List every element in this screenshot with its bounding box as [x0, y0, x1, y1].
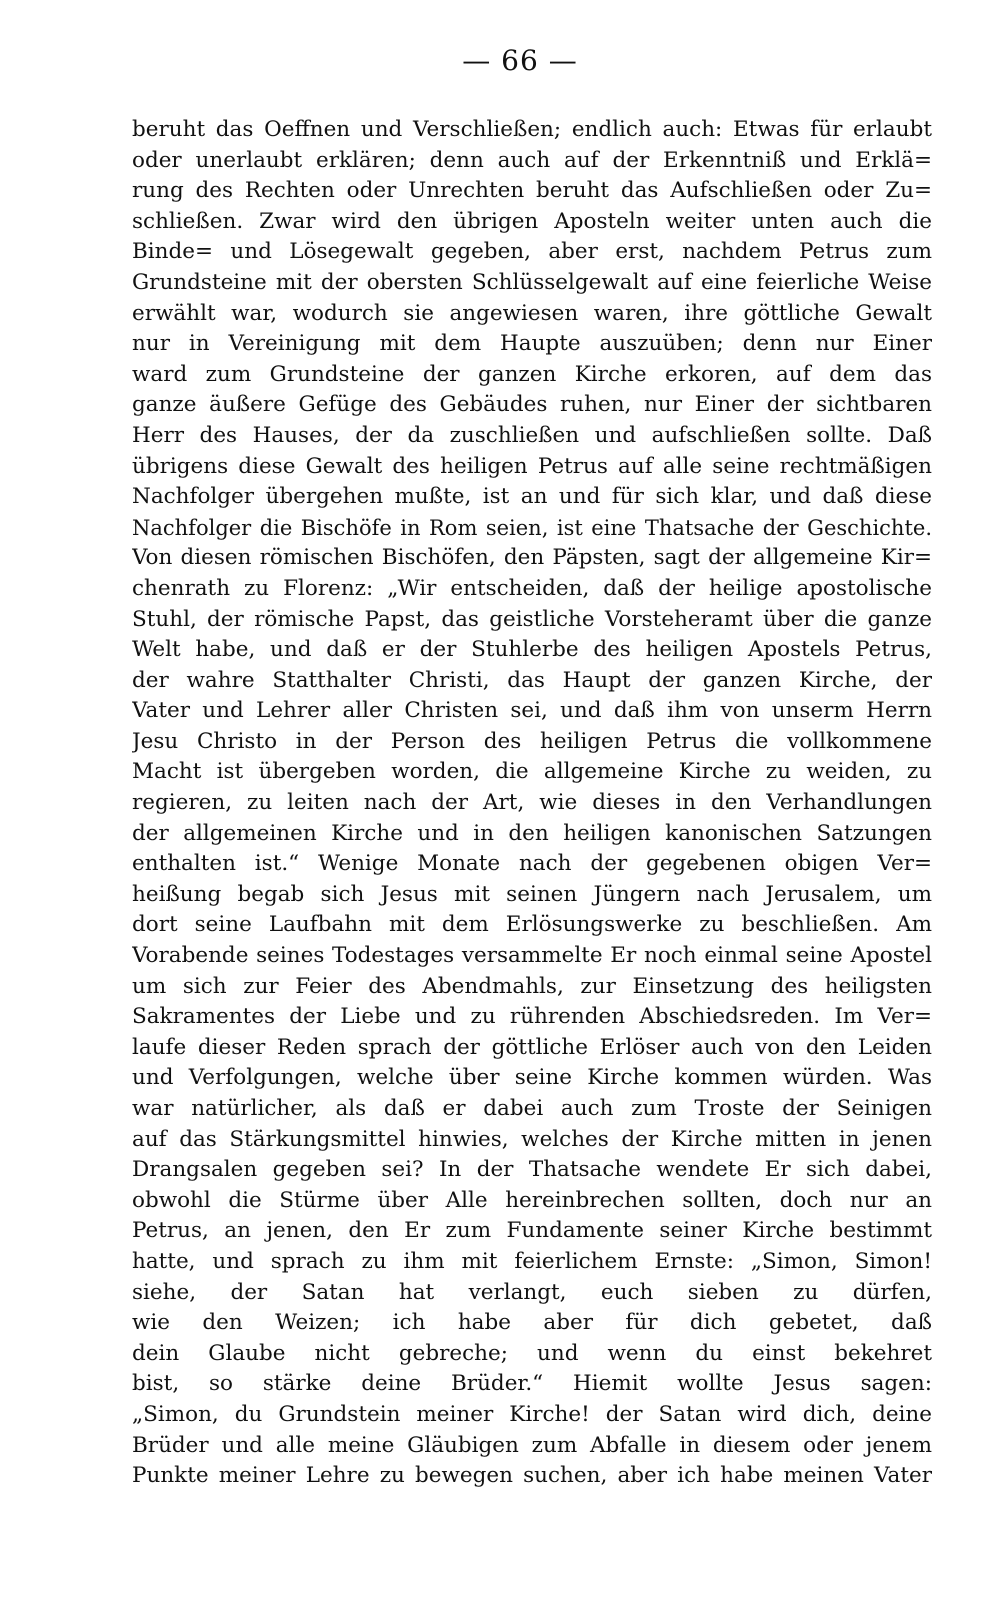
text-line: Stuhl, der römische Papst, das geistliche Vorsteheramt über die ganze [132, 606, 932, 632]
text-line: ward zum Grundsteine der ganzen Kirche erkoren, auf dem das [132, 361, 932, 387]
text-line: und Verfolgungen, welche über seine Kirche kommen würden. Was [132, 1065, 932, 1091]
text-line: oder unerlaubt erklären; denn auch auf der Erkenntniß und Erklä= [132, 147, 932, 173]
text-line: Drangsalen gegeben sei? In der Thatsache wendete Er sich dabei, [132, 1157, 932, 1183]
text-line: auf das Stärkungsmittel hinwies, welches der Kirche mitten in jenen [132, 1126, 932, 1152]
text-line: der wahre Statthalter Christi, das Haupt der ganzen Kirche, der [132, 667, 932, 693]
text-line: Nachfolger übergehen mußte, ist an und für sich klar, und daß diese [132, 484, 932, 510]
text-line: dort seine Laufbahn mit dem Erlösungswerke zu beschließen. Am [132, 912, 932, 938]
text-line: enthalten ist.“ Wenige Monate nach der gegebenen obigen Ver= [132, 851, 932, 877]
text-body [132, 115, 932, 1492]
page-number: — 66 — [462, 44, 578, 77]
text-line: Sakramentes der Liebe und zu rührenden Abschiedsreden. Im Ver= [132, 1004, 932, 1030]
text-line: der allgemeinen Kirche und in den heiligen kanonischen Satzungen [132, 820, 932, 846]
text-line: ganze äußere Gefüge des Gebäudes ruhen, nur Einer der sichtbaren [132, 392, 932, 418]
text-line: laufe dieser Reden sprach der göttliche Erlöser auch von den Leiden [132, 1034, 932, 1060]
text-line: Grundsteine mit der obersten Schlüsselgewalt auf eine feierliche Weise [132, 269, 932, 295]
text-line: Brüder und alle meine Gläubigen zum Abfalle in diesem oder jenem [132, 1432, 932, 1458]
text-line: um sich zur Feier des Abendmahls, zur Einsetzung des heiligsten [132, 973, 932, 999]
text-line: Herr des Hauses, der da zuschließen und aufschließen sollte. Daß [132, 422, 932, 448]
text-line: hatte, und sprach zu ihm mit feierlichem Ernste: „Simon, Simon! [132, 1248, 932, 1274]
text-line: Von diesen römischen Bischöfen, den Päpsten, sagt der allgemeine Kir= [132, 545, 932, 571]
text-line: übrigens diese Gewalt des heiligen Petrus auf alle seine rechtmäßigen [132, 453, 932, 479]
text-line: Petrus, an jenen, den Er zum Fundamente seiner Kirche bestimmt [132, 1218, 932, 1244]
text-line: war natürlicher, als daß er dabei auch zum Troste der Seinigen [132, 1096, 932, 1121]
text-line: dein Glaube nicht gebreche; und wenn du einst bekehret [132, 1340, 932, 1366]
text-line: wie den Weizen; ich habe aber für dich gebetet, daß [132, 1310, 932, 1336]
text-line: Binde= und Lösegewalt gegeben, aber erst, nachdem Petrus zum [132, 239, 932, 265]
text-line: Jesu Christo in der Person des heiligen Petrus die vollkommene [132, 728, 932, 754]
text-line: Nachfolger die Bischöfe in Rom seien, ist eine Thatsache der Geschichte. [132, 515, 932, 540]
text-line: schließen. Zwar wird den übrigen Aposteln weiter unten auch die [132, 208, 932, 234]
text-line: Welt habe, und daß er der Stuhlerbe des heiligen Apostels Petrus, [132, 637, 932, 663]
text-line: nur in Vereinigung mit dem Haupte auszuüben; denn nur Einer [132, 331, 932, 357]
text-line: erwählt war, wodurch sie angewiesen waren, ihre göttliche Gewalt [132, 300, 932, 326]
text-line: siehe, der Satan hat verlangt, euch sieben zu dürfen, [132, 1279, 932, 1305]
text-line: regieren, zu leiten nach der Art, wie dieses in den Verhandlungen [132, 790, 932, 816]
text-line: beruht das Oeffnen und Verschließen; endlich auch: Etwas für erlaubt [132, 117, 932, 142]
text-line: Macht ist übergeben worden, die allgemeine Kirche zu weiden, zu [132, 759, 932, 785]
text-line: heißung begab sich Jesus mit seinen Jüngern nach Jerusalem, um [132, 881, 932, 907]
text-line: Punkte meiner Lehre zu bewegen suchen, aber ich habe meinen Vater [132, 1463, 932, 1489]
text-line: „Simon, du Grundstein meiner Kirche! der Satan wird dich, deine [132, 1401, 932, 1427]
text-line: bist, so stärke deine Brüder.“ Hiemit wollte Jesus sagen: [132, 1371, 932, 1397]
text-line: obwohl die Stürme über Alle hereinbrechen sollten, doch nur an [132, 1187, 932, 1213]
text-line: rung des Rechten oder Unrechten beruht das Aufschließen oder Zu= [132, 178, 932, 204]
text-line: Vorabende seines Todestages versammelte Er noch einmal seine Apostel [132, 943, 932, 969]
text-line: Vater und Lehrer aller Christen sei, und daß ihm von unserm Herrn [132, 698, 932, 724]
text-line: chenrath zu Florenz: „Wir entscheiden, daß der heilige apostolische [132, 575, 932, 601]
